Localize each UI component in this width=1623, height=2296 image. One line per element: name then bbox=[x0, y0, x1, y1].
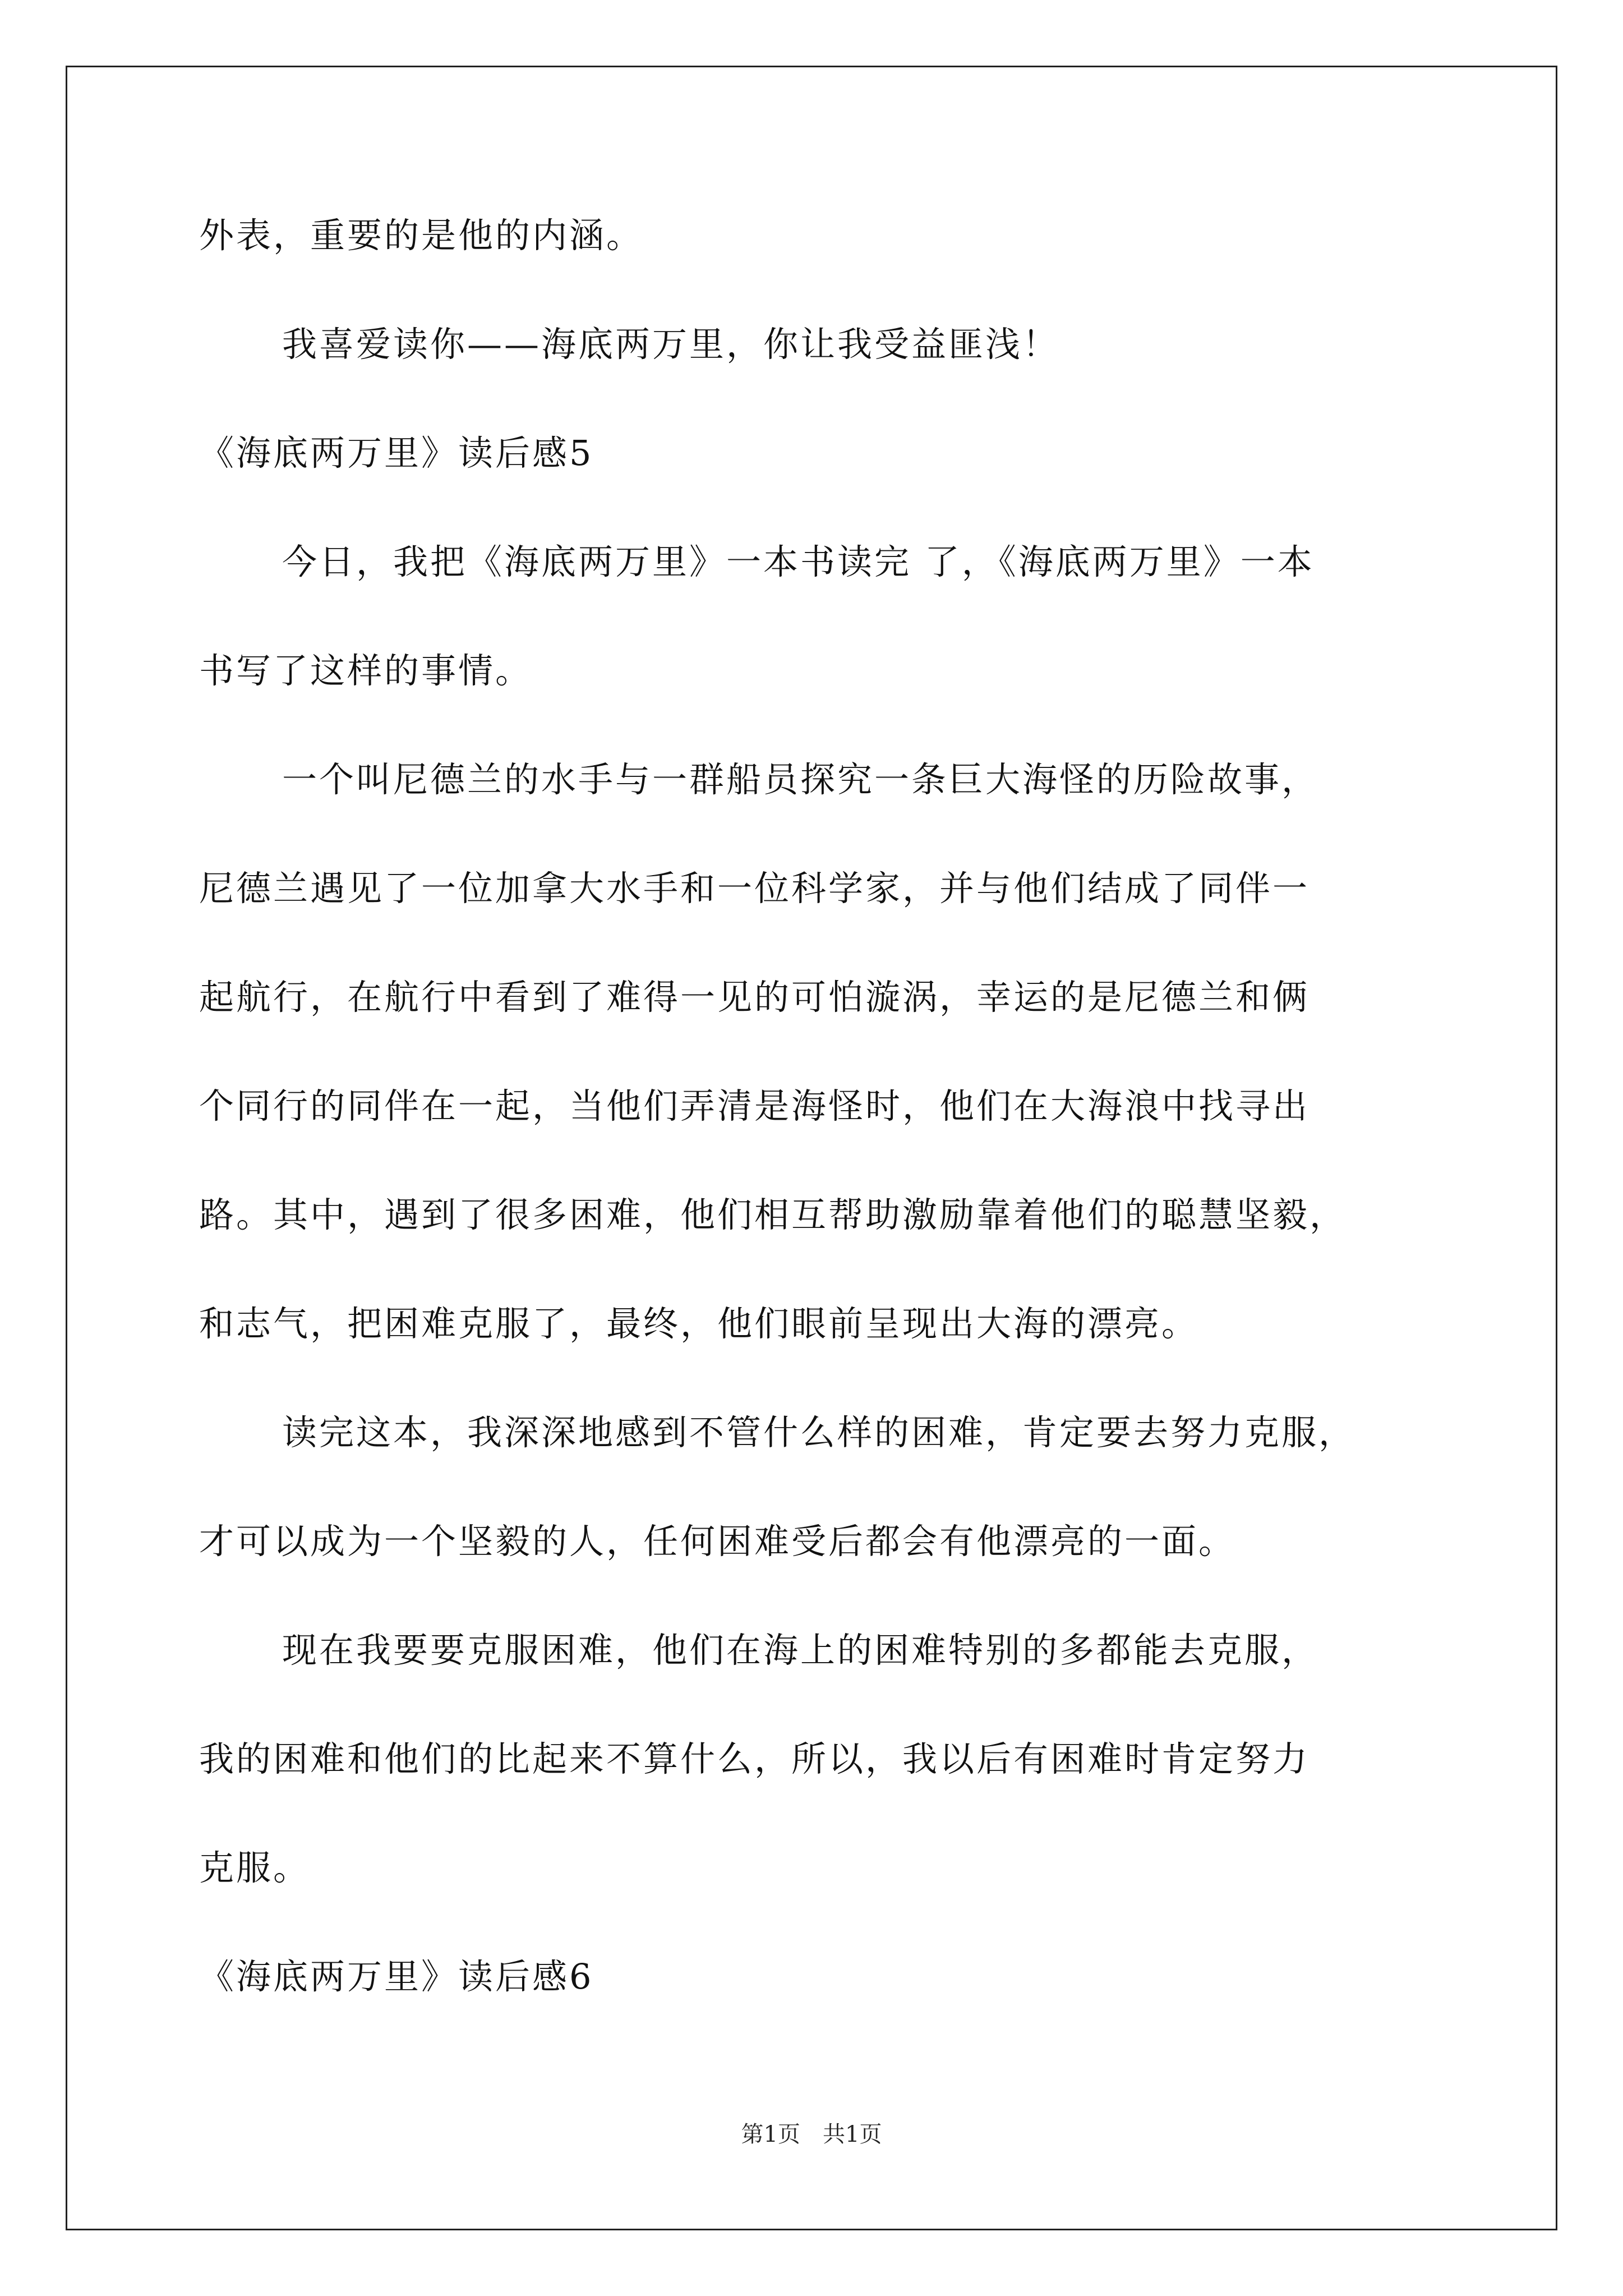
paragraph-line: 才可以成为一个坚毅的人，任何困难受后都会有他漂亮的一面。 bbox=[199, 1521, 1236, 1562]
section-heading: 《海底两万里》读后感5 bbox=[199, 432, 594, 473]
paragraph-line: 一个叫尼德兰的水手与一群船员探究一条巨大海怪的历险故事， bbox=[282, 759, 1319, 800]
paragraph-line: 今日，我把《海底两万里》一本书读完 了，《海底两万里》一本 bbox=[282, 541, 1315, 582]
paragraph-line: 外表，重要的是他的内涵。 bbox=[199, 215, 644, 256]
page-footer: 第1页 共1页 bbox=[741, 2122, 882, 2147]
paragraph-line: 起航行，在航行中看到了难得一见的可怕漩涡，幸运的是尼德兰和俩 bbox=[199, 977, 1310, 1018]
paragraph-line: 个同行的同伴在一起，当他们弄清是海怪时，他们在大海浪中找寻出 bbox=[199, 1085, 1310, 1126]
paragraph-line: 书写了这样的事情。 bbox=[199, 650, 533, 691]
paragraph-line: 我喜爱读你——海底两万里，你让我受益匪浅！ bbox=[282, 324, 1060, 365]
section-heading: 《海底两万里》读后感6 bbox=[199, 1956, 594, 1997]
paragraph-line: 读完这本，我深深地感到不管什么样的困难，肯定要去努力克服， bbox=[282, 1412, 1356, 1453]
paragraph-line: 现在我要要克服困难，他们在海上的困难特别的多都能去克服， bbox=[282, 1630, 1319, 1671]
paragraph-line: 路。其中，遇到了很多困难，他们相互帮助激励靠着他们的聪慧坚毅， bbox=[199, 1194, 1347, 1235]
paragraph-line: 和志气，把困难克服了，最终，他们眼前呈现出大海的漂亮。 bbox=[199, 1303, 1199, 1344]
paragraph-line: 我的困难和他们的比起来不算什么，所以，我以后有困难时肯定努力 bbox=[199, 1738, 1310, 1779]
paragraph-line: 尼德兰遇见了一位加拿大水手和一位科学家，并与他们结成了同伴一 bbox=[199, 868, 1310, 909]
page-border bbox=[66, 66, 1557, 2230]
paragraph-line: 克服。 bbox=[199, 1847, 311, 1888]
